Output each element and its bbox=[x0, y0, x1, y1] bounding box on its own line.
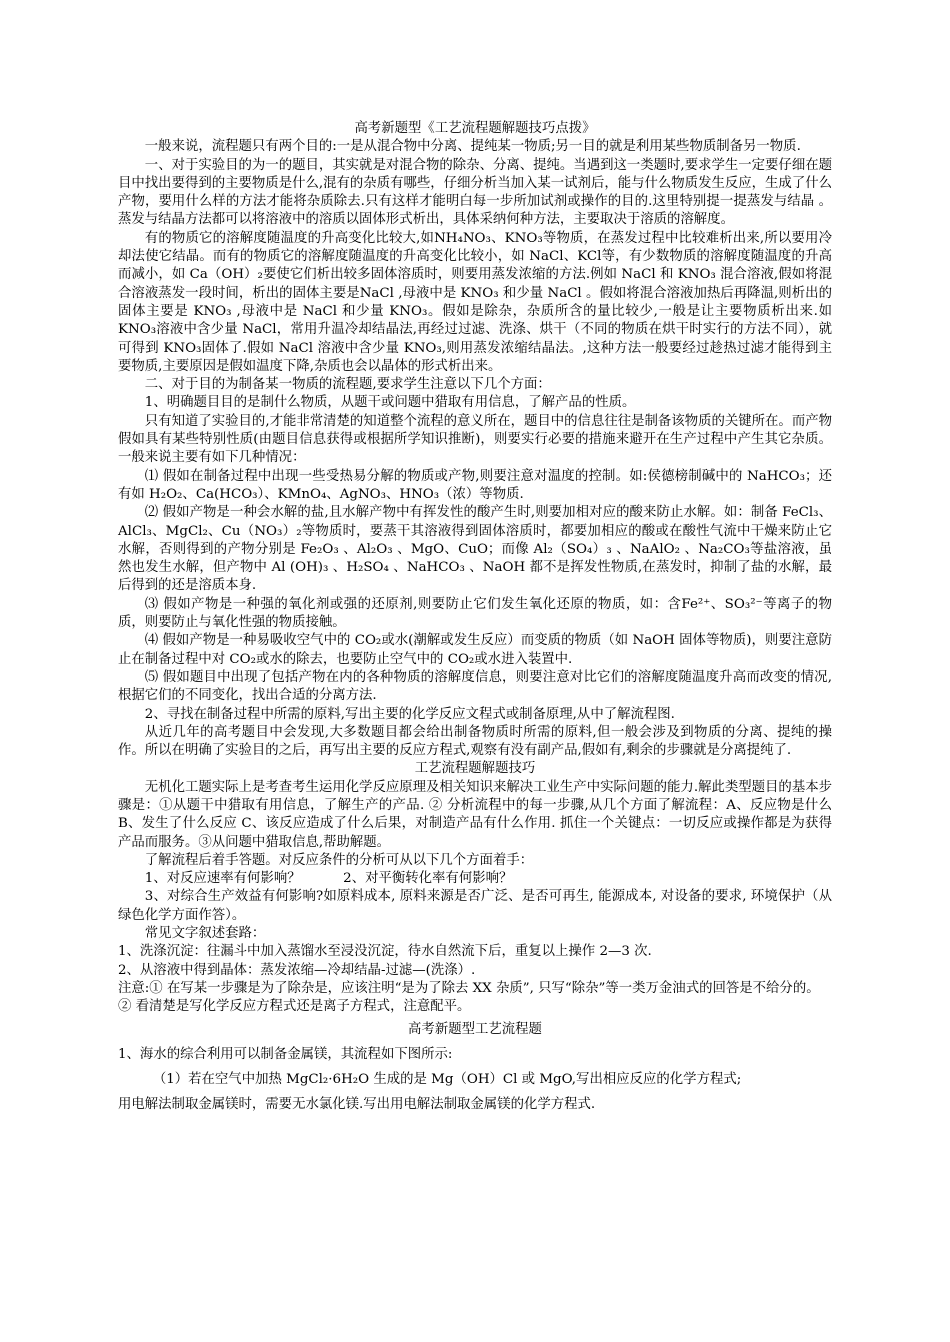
paragraph: 1、明确题目目的是制什么物质，从题干或问题中猎取有用信息，了解产品的性质。 bbox=[144, 395, 636, 411]
section-title: 工艺流程题解题技巧 bbox=[414, 761, 536, 777]
paragraph: ② 看清楚是写化学反应方程式还是离子方程式，注意配平。 bbox=[118, 999, 471, 1015]
paragraph: ⑵ 假如产物是一种会水解的盐,且水解产物中有挥发性的酸产生时,则要加相对应的酸来防止水解。如：制备 FeCl₃、AlCl₃、MgCl₂、Cu（NO₃）₂等物质时，要蒸干其溶液得到固体溶质时，都要加相应的酸或在酸性气流中干燥来防止它水解，否则得到的产物分别是 Fe₂O₃ 、Al₂O₃ 、MgO、CuO；而像 Al₂（SO₄）₃ 、NaAlO₂ 、Na₂CO₃等盐溶液，虽然也发生水解，但产物中 Al (OH)₃ 、H₂SO₄ 、NaHCO₃ 、NaOH 都不是挥发性物质,在蒸发时，抑制了盐的水解，最后得到的还是溶质本身. bbox=[118, 505, 832, 594]
paragraph: 从近几年的高考题目中会发现,大多数题目都会给出制备物质时所需的原料,但一般会涉及到物质的分离、提纯的操作。所以在明确了实验目的之后，再写出主要的反应方程式,观察有没有副产品,假如有,剩余的步骤就是分离提纯了. bbox=[118, 724, 832, 759]
paragraph: ⑶ 假如产物是一种强的氧化剂或强的还原剂,则要防止它们发生氧化还原的物质，如：含Fe²⁺、SO₃²⁻等离子的物质，则要防止与氧化性强的物质接触。 bbox=[118, 596, 832, 631]
paragraph: 3、对综合生产效益有何影响?如原料成本, 原料来源是否广泛、是否可再生, 能源成本, 对设备的要求, 环境保护（从绿色化学方面作答）。 bbox=[118, 889, 832, 923]
paragraph: 无机化工题实际上是考查考生运用化学反应原理及相关知识来解决工业生产中实际问题的能力.解此类型题目的基本步骤是：①从题干中猎取有用信息，了解生产的产品. ② 分析流程中的每一步骤,从几个方面了解流程：A、反应物是什么 B、发生了什么反应 C、该反应造成了什么后果，对制造产品有什么作用. 抓住一个关键点：一切反应或操作都是为获得产品而服务。③从问题中猎取信息,帮助解题。 bbox=[118, 779, 832, 850]
paragraph: 注意:① 在写某一步骤是为了除杂是，应该注明“是为了除去 XX 杂质”, 只写“除杂”等一类万金油式的回答是不给分的。 bbox=[118, 980, 820, 996]
paragraph: （1）若在空气中加热 MgCl₂·6H₂O 生成的是 Mg（OH）Cl 或 MgO,写出相应反应的化学方程式; bbox=[152, 1071, 742, 1087]
document-title: 高考新题型《工艺流程题解题技巧点拨》 bbox=[354, 121, 596, 136]
paragraph: 只有知道了实验目的,才能非常清楚的知道整个流程的意义所在，题目中的信息往往是制备该物质的关键所在。而产物假如具有某些特别性质(由题目信息获得或根据所学知识推断)，则要实行必要的措施来避开在生产过程中产生其它杂质。一般来说主要有如下几种情况： bbox=[118, 413, 832, 466]
paragraph: 了解流程后着手答题。对反应条件的分析可从以下几个方面着手： bbox=[144, 852, 534, 868]
paragraph: 1、洗涤沉淀：往漏斗中加入蒸馏水至浸没沉淀，待水自然流下后，重复以上操作 2—3 次. bbox=[118, 944, 652, 960]
paragraph: 2、从溶液中得到晶体：蒸发浓缩—冷却结晶-过滤—(洗涤）. bbox=[118, 962, 476, 978]
paragraph: 常见文字叙述套路： bbox=[144, 926, 266, 942]
paragraph: 用电解法制取金属镁时，需要无水氯化镁.写出用电解法制取金属镁的化学方程式. bbox=[118, 1096, 596, 1112]
document-page bbox=[118, 120, 832, 1117]
paragraph: 1、对反应速率有何影响？ 2、对平衡转化率有何影响？ bbox=[144, 871, 513, 887]
paragraph: 1、海水的综合利用可以制备金属镁，其流程如下图所示: bbox=[118, 1046, 453, 1062]
paragraph: 一、对于实验目的为一的题目，其实就是对混合物的除杂、分离、提纯。当遇到这一类题时,要求学生一定要仔细在题目中找出要得到的主要物质是什么,混有的杂质有哪些，仔细分析当加入某一试剂后，能与什么物质发生反应，生成了什么产物，要用什么样的方法才能将杂质除去.只有这样才能明白每一步所加试剂或操作的目的.这里特别提一提蒸发与结晶 。蒸发与结晶方法都可以将溶液中的溶质以固体形式析出，具体采纳何种方法，主要取决于溶质的溶解度。 bbox=[118, 157, 832, 228]
paragraph: 一般来说，流程题只有两个目的:一是从混合物中分离、提纯某一物质;另一目的就是利用某些物质制备另一物质. bbox=[144, 139, 801, 155]
paragraph: ⑸ 假如题目中出现了包括产物在内的各种物质的溶解度信息，则要注意对比它们的溶解度随温度升高而改变的情况,根据它们的不同变化，找出合适的分离方法. bbox=[118, 669, 832, 704]
section-title: 高考新题型工艺流程题 bbox=[408, 1021, 542, 1037]
paragraph: 二、对于目的为制备某一物质的流程题,要求学生注意以下几个方面： bbox=[144, 377, 551, 393]
paragraph: ⑴ 假如在制备过程中出现一些受热易分解的物质或产物,则要注意对温度的控制。如:侯德榜制碱中的 NaHCO₃；还有如 H₂O₂、Ca(HCO₃）、KMnO₄、AgNO₃、HNO₃（浓）等物质. bbox=[118, 468, 832, 502]
paragraph: 有的物质它的溶解度随温度的升高变化比较大,如NH₄NO₃、KNO₃等物质，在蒸发过程中比较难析出来,所以要用冷却法使它结晶。而有的物质它的溶解度随温度的升高变化比较小，如 NaCl、KCl等，有少数物质的溶解度随温度的升高而减小，如 Ca（OH）₂要使它们析出较多固体溶质时，则要用蒸发浓缩的方法.例如 NaCl 和 KNO₃ 混合溶液,假如将混合溶液蒸发一段时间，析出的固体主要是NaCl ,母液中是 KNO₃ 和少量 NaCl 。假如将混合溶液加热后再降温,则析出的固体主要是 KNO₃ ,母液中是 NaCl 和少量 KNO₃。假如是除杂，杂质所含的量比较少,一般是让主要物质析出来.如 KNO₃溶液中含少量 NaCl，常用升温冷却结晶法,再经过过滤、洗涤、烘干（不同的物质在烘干时实行的方法不同），就可得到 KNO₃固体了.假如 NaCl 溶液中含少量 KNO₃,则用蒸发浓缩结晶法。,这种方法一般要经过趁热过滤才能得到主要物质,主要原因是假如温度下降,杂质也会以晶体的形式析出来。 bbox=[118, 230, 832, 374]
paragraph: ⑷ 假如产物是一种易吸收空气中的 CO₂或水(潮解或发生反应）而变质的物质（如 NaOH 固体等物质)，则要注意防止在制备过程中对 CO₂或水的除去，也要防止空气中的 CO₂或水进入装置中. bbox=[118, 633, 832, 667]
paragraph: 2、寻找在制备过程中所需的原料,写出主要的化学反应文程式或制备原理,从中了解流程图. bbox=[144, 706, 675, 722]
